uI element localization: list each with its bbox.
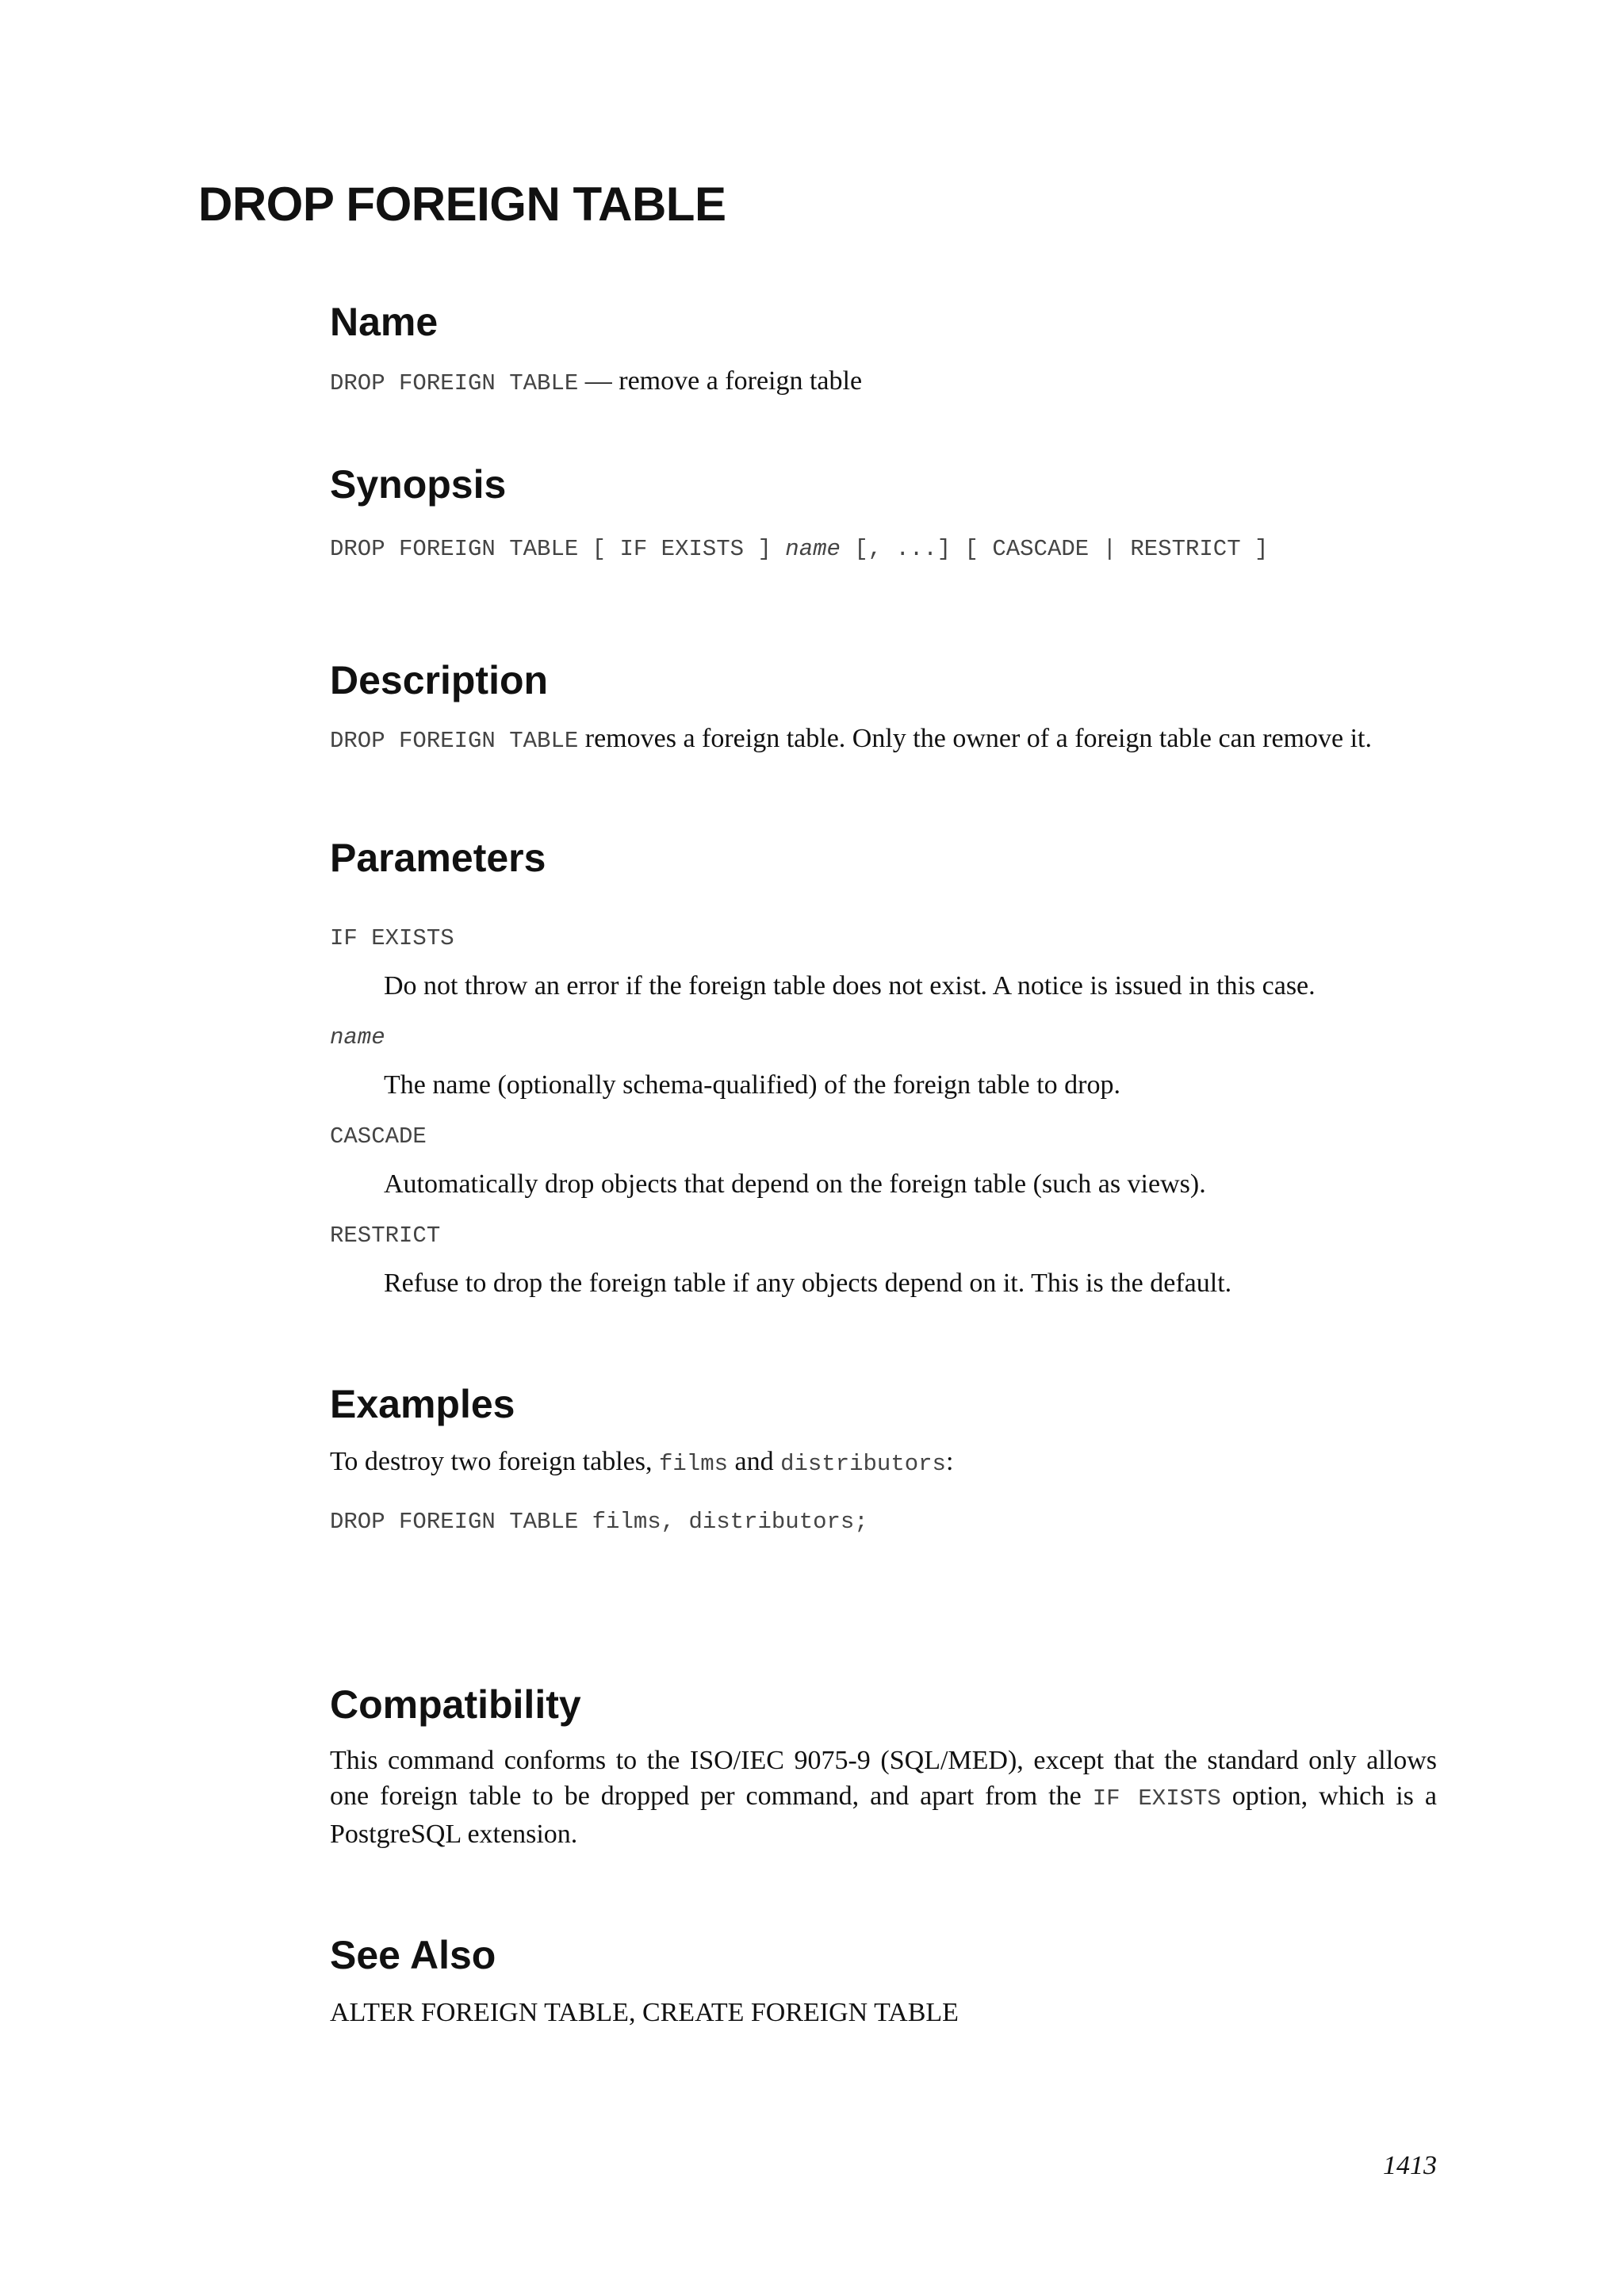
compatibility-heading: Compatibility <box>330 1682 581 1727</box>
param-term-restrict: RESTRICT <box>330 1223 441 1249</box>
description-command: DROP FOREIGN TABLE <box>330 728 579 754</box>
description-heading: Description <box>330 658 549 702</box>
compatibility-text-after: option, which is a PostgreSQL extension. <box>330 1781 1437 1849</box>
synopsis-part2: [, ...] [ CASCADE | RESTRICT ] <box>840 536 1269 562</box>
examples-intro-and: and <box>728 1447 781 1476</box>
synopsis-heading: Synopsis <box>330 462 507 507</box>
description-text <box>330 721 1372 756</box>
examples-code-block: DROP FOREIGN TABLE films, distributors; <box>330 1509 868 1535</box>
examples-heading: Examples <box>330 1382 515 1426</box>
compatibility-code: IF EXISTS <box>1092 1785 1221 1812</box>
synopsis-part1: DROP FOREIGN TABLE [ IF EXISTS ] <box>330 536 786 562</box>
name-line <box>330 364 862 399</box>
param-def-if-exists: Do not throw an error if the foreign table does not exist. A notice is issued in this case. <box>384 971 1316 1001</box>
page-number: 1413 <box>1383 2151 1437 2180</box>
examples-intro-before: To destroy two foreign tables, <box>330 1447 659 1476</box>
compatibility-text-before: This command conforms to the ISO/IEC 9075-9 (SQL/MED), except that the standard only allows one foreign table to be dropped per command, and apart from the <box>330 1746 1437 1811</box>
param-term-cascade: CASCADE <box>330 1123 427 1150</box>
synopsis-name-param: name <box>785 536 841 562</box>
synopsis-code <box>330 534 1268 564</box>
name-command: DROP FOREIGN TABLE <box>330 370 579 396</box>
examples-code-films: films <box>658 1451 728 1477</box>
param-def-cascade: Automatically drop objects that depend on the foreign table (such as views). <box>384 1169 1206 1199</box>
param-term-if-exists: IF EXISTS <box>330 925 454 951</box>
examples-code-distributors: distributors <box>780 1451 946 1477</box>
param-def-name: The name (optionally schema-qualified) of the foreign table to drop. <box>384 1070 1121 1100</box>
see-also-text: ALTER FOREIGN TABLE, CREATE FOREIGN TABLE <box>330 1998 959 2027</box>
name-heading: Name <box>330 300 439 344</box>
examples-intro <box>330 1445 953 1479</box>
name-summary: — remove a foreign table <box>584 366 863 396</box>
description-body: removes a foreign table. Only the owner of a foreign table can remove it. <box>578 724 1372 753</box>
page-title: DROP FOREIGN TABLE <box>198 178 726 231</box>
see-also-heading: See Also <box>330 1933 496 1977</box>
compatibility-text <box>330 1743 1437 1852</box>
examples-intro-after: : <box>945 1447 954 1476</box>
parameters-heading: Parameters <box>330 836 546 880</box>
param-def-restrict: Refuse to drop the foreign table if any objects depend on it. This is the default. <box>384 1269 1232 1298</box>
param-term-name: name <box>330 1024 385 1050</box>
